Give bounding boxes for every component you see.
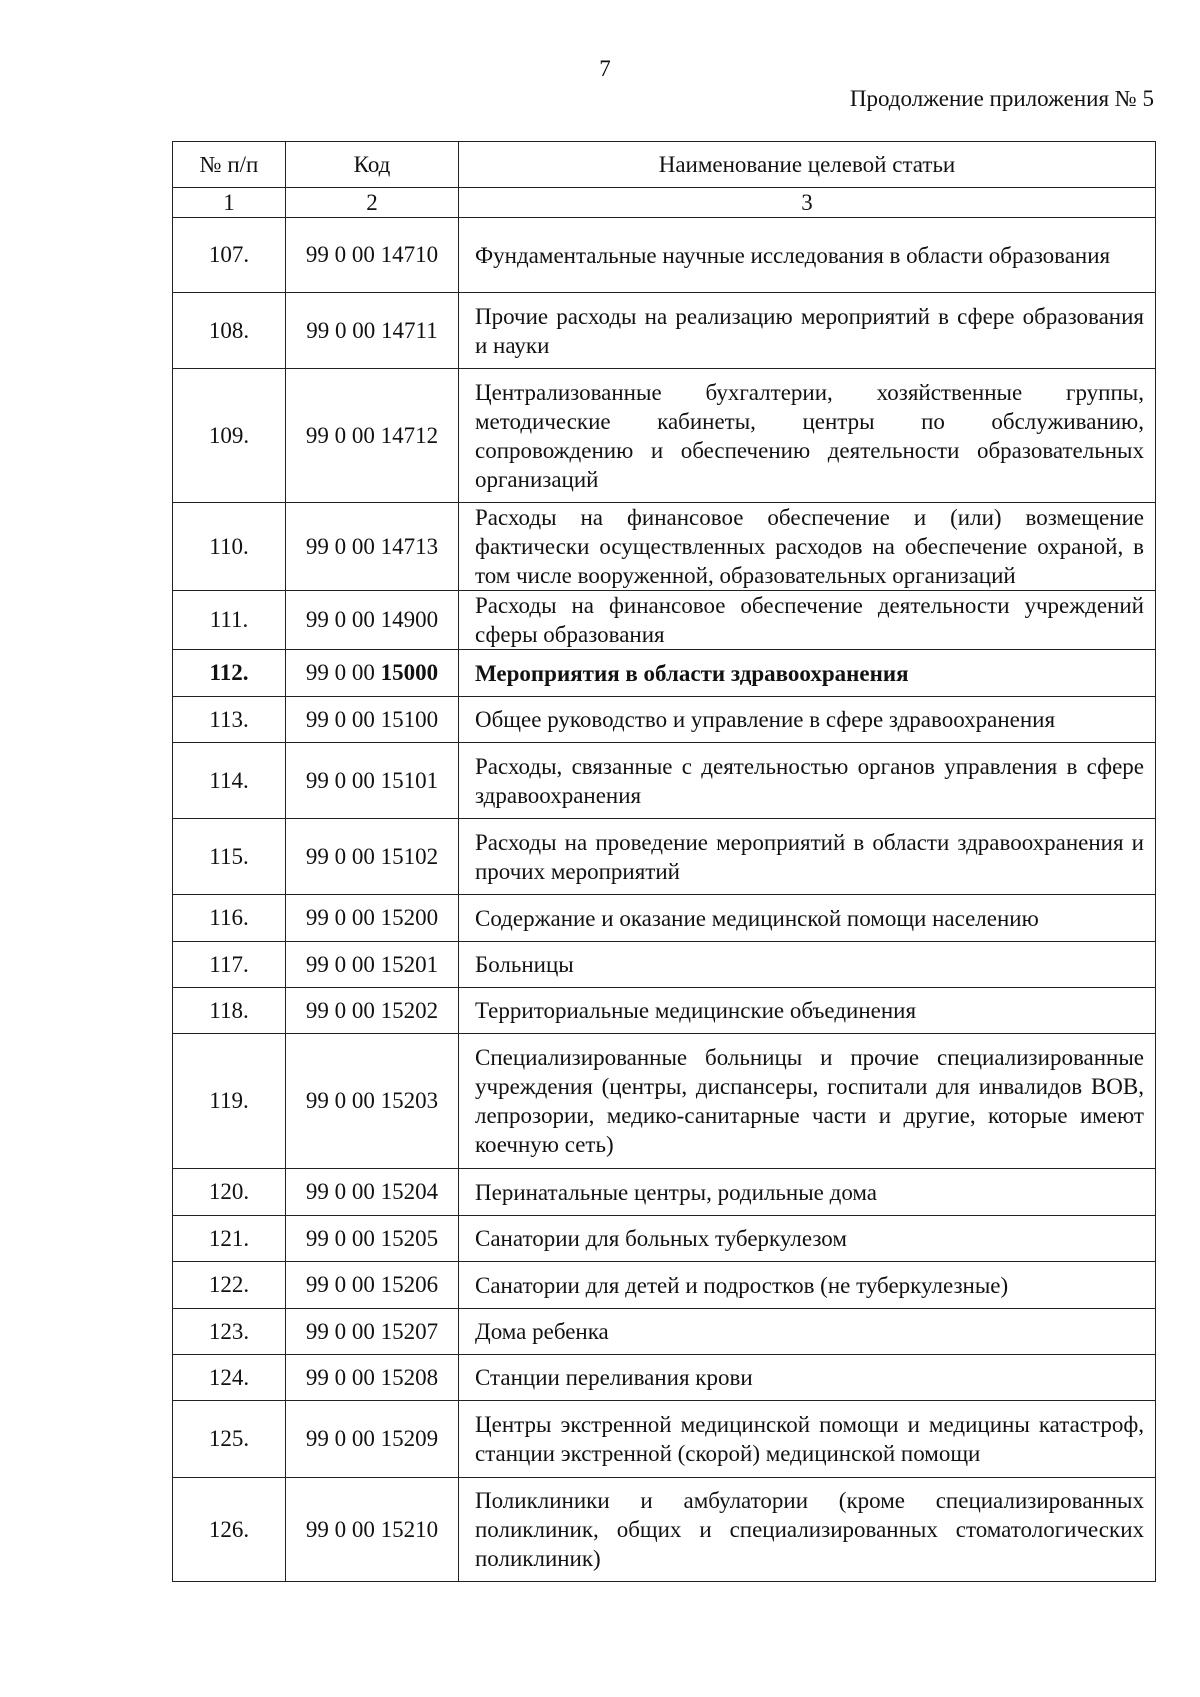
row-code: 99 0 00 14710 [286,218,459,293]
row-number: 113. [173,697,286,743]
row-article-name: Содержание и оказание медицинской помощи населению [459,895,1156,942]
row-number: 107. [173,218,286,293]
table-row [173,988,1156,1034]
row-code-prefix: 99 0 00 [305,660,381,685]
table-row [173,1355,1156,1401]
table-row [173,743,1156,819]
row-code: 99 0 00 15205 [286,1216,459,1262]
table-row [173,697,1156,743]
row-code: 99 0 00 15206 [286,1262,459,1309]
row-code: 99 0 00 15202 [286,988,459,1034]
row-article-name: Фундаментальные научные исследования в области образования [459,218,1156,293]
table-row [173,1169,1156,1216]
row-article-name: Прочие расходы на реализацию мероприятий в сфере образования и науки [459,293,1156,369]
row-article-name: Дома ребенка [459,1309,1156,1355]
header-code: Код [286,142,459,188]
row-number: 108. [173,293,286,369]
row-article-name: Территориальные медицинские объединения [459,988,1156,1034]
row-article-name: Центры экстренной медицинской помощи и медицины катастроф, станции экстренной (скорой) медицинской помощи [459,1401,1156,1478]
row-number: 122. [173,1262,286,1309]
row-number: 117. [173,942,286,988]
row-article-name: Специализированные больницы и прочие специализированные учреждения (центры, диспансеры, госпитали для инвалидов ВОВ, лепрозории, медико-санитарные части и другие, которые имеют коечную сеть) [459,1034,1156,1169]
row-number: 124. [173,1355,286,1401]
table-row [173,650,1156,697]
row-code: 99 0 00 15204 [286,1169,459,1216]
table-row [173,895,1156,942]
table-row [173,369,1156,503]
row-code: 99 0 00 14712 [286,369,459,503]
row-article-name: Расходы на финансовое обеспечение и (или) возмещение фактически осуществленных расходов на обеспечение охраной, в том числе вооруженной, образовательных организаций [459,503,1156,591]
row-code: 99 0 00 14900 [286,591,459,650]
row-code: 99 0 00 15210 [286,1478,459,1582]
row-number: 116. [173,895,286,942]
table-header-row [173,142,1156,188]
row-article-name: Санатории для больных туберкулезом [459,1216,1156,1262]
row-code: 99 0 00 15200 [286,895,459,942]
row-code: 99 0 00 15102 [286,819,459,895]
row-code: 99 0 00 15100 [286,697,459,743]
table-row [173,1478,1156,1582]
row-article-name: Мероприятия в области здравоохранения [459,650,1156,697]
table-row [173,591,1156,650]
header-name: Наименование целевой статьи [459,142,1156,188]
table-row [173,819,1156,895]
row-code: 99 0 00 15208 [286,1355,459,1401]
table-row [173,942,1156,988]
row-number: 123. [173,1309,286,1355]
row-article-name: Централизованные бухгалтерии, хозяйственные группы, методические кабинеты, центры по обслуживанию, сопровождению и обеспечению деятельности образовательных организаций [459,369,1156,503]
row-number: 120. [173,1169,286,1216]
row-code: 99 0 00 15101 [286,743,459,819]
appendix-continuation-note: Продолжение приложения № 5 [849,86,1154,111]
page-number: 7 [599,56,611,81]
target-articles-table [172,141,1156,1582]
row-article-name: Станции переливания крови [459,1355,1156,1401]
row-number: 112. [173,650,286,697]
column-numbering-row [173,188,1156,218]
row-code: 99 0 00 14711 [286,293,459,369]
row-number: 111. [173,591,286,650]
table-row [173,1401,1156,1478]
row-article-name: Санатории для детей и подростков (не туберкулезные) [459,1262,1156,1309]
row-code [286,650,459,697]
row-number: 109. [173,369,286,503]
column-number-1: 1 [173,188,286,218]
row-code: 99 0 00 15209 [286,1401,459,1478]
table-row [173,218,1156,293]
row-number: 121. [173,1216,286,1262]
header-number: № п/п [173,142,286,188]
table-row [173,1034,1156,1169]
row-article-name: Перинатальные центры, родильные дома [459,1169,1156,1216]
table-body [173,218,1156,1582]
row-code: 99 0 00 15201 [286,942,459,988]
table-row [173,293,1156,369]
row-number: 119. [173,1034,286,1169]
row-number: 126. [173,1478,286,1582]
row-article-name: Общее руководство и управление в сфере здравоохранения [459,697,1156,743]
row-number: 114. [173,743,286,819]
table-row [173,1216,1156,1262]
row-number: 115. [173,819,286,895]
row-article-name: Расходы, связанные с деятельностью органов управления в сфере здравоохранения [459,743,1156,819]
row-article-name: Поликлиники и амбулатории (кроме специализированных поликлиник, общих и специализированных стоматологических поликлиник) [459,1478,1156,1582]
row-number: 110. [173,503,286,591]
row-article-name: Расходы на финансовое обеспечение деятельности учреждений сферы образования [459,591,1156,650]
row-article-name: Больницы [459,942,1156,988]
row-code: 99 0 00 15207 [286,1309,459,1355]
row-number: 118. [173,988,286,1034]
column-number-2: 2 [286,188,459,218]
row-number: 125. [173,1401,286,1478]
row-code: 99 0 00 14713 [286,503,459,591]
table-row [173,1262,1156,1309]
row-article-name: Расходы на проведение мероприятий в области здравоохранения и прочих мероприятий [459,819,1156,895]
row-code-bold-part: 15000 [380,660,439,685]
table-row [173,503,1156,591]
table-row [173,1309,1156,1355]
column-number-3: 3 [459,188,1156,218]
row-code: 99 0 00 15203 [286,1034,459,1169]
